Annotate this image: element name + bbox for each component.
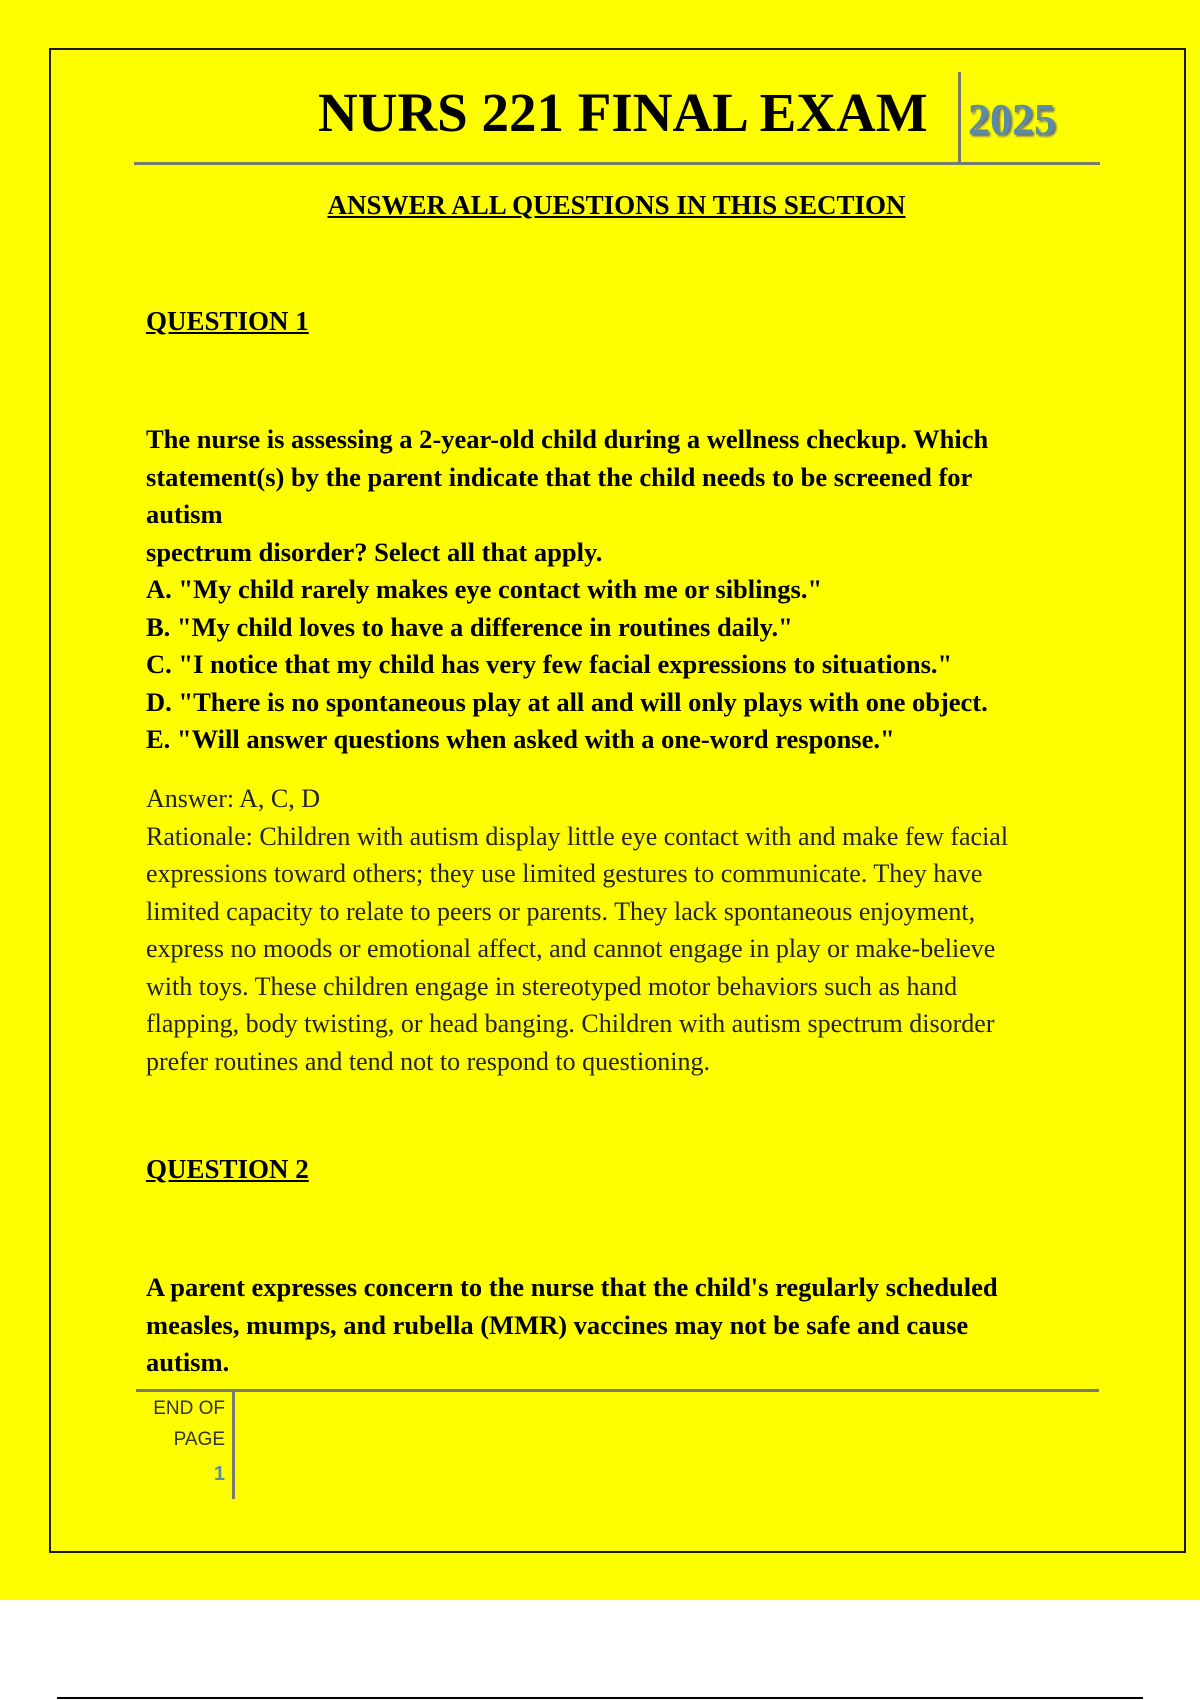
question-1-option-d: D. "There is no spontaneous play at all and will only plays with one object. <box>146 686 988 717</box>
question-1-stem-line: autism <box>146 499 223 529</box>
rationale-line: limited capacity to relate to peers or parents. They lack spontaneous enjoyment, <box>146 896 976 926</box>
rationale-line: expressions toward others; they use limited gestures to communicate. They have <box>146 859 983 888</box>
question-2-stem-line: A parent expresses concern to the nurse that the child's regularly scheduled <box>146 1272 998 1302</box>
question-2-stem <box>146 1269 1096 1382</box>
rationale-line: Rationale: Children with autism display little eye contact with and make few facial <box>146 821 1009 851</box>
footer-label-line: END OF <box>153 1398 225 1419</box>
rationale-line: flapping, body twisting, or head banging. Children with autism spectrum disorder <box>146 1009 995 1038</box>
question-1-stem-line: spectrum disorder? Select all that apply. <box>146 536 603 567</box>
question-1-heading: QUESTION 1 <box>146 306 309 336</box>
question-1-stem-line: The nurse is assessing a 2-year-old child during a wellness checkup. Which <box>146 424 989 454</box>
header-divider <box>134 162 1100 165</box>
question-1-option-c: C. "I notice that my child has very few facial expressions to situations." <box>146 649 953 679</box>
question-1-answer-block <box>146 780 1096 1080</box>
question-2-stem-line: measles, mumps, and rubella (MMR) vaccines may not be safe and cause <box>146 1309 969 1340</box>
question-1-stem-line: statement(s) by the parent indicate that the child needs to be screened for <box>146 461 973 492</box>
exam-title: NURS 221 FINAL EXAM <box>318 82 928 143</box>
exam-year: 2025 <box>968 95 1056 144</box>
header-divider-vertical <box>958 72 961 162</box>
question-1-option-a: A. "My child rarely makes eye contact with me or siblings." <box>146 574 823 604</box>
page-number: 1 <box>213 1463 225 1485</box>
rationale-line: prefer routines and tend not to respond to questioning. <box>146 1046 710 1076</box>
question-1-option-e: E. "Will answer questions when asked with a one-word response." <box>146 724 895 754</box>
question-2-heading: QUESTION 2 <box>146 1154 309 1184</box>
bottom-rule <box>57 1697 1143 1699</box>
question-1-option-b: B. "My child loves to have a difference in routines daily." <box>146 611 793 642</box>
section-heading: ANSWER ALL QUESTIONS IN THIS SECTION <box>327 190 906 220</box>
question-1-stem <box>146 421 1096 759</box>
question-1-answer: Answer: A, C, D <box>146 784 321 813</box>
footer-divider-vertical <box>232 1391 235 1499</box>
footer-label-line: PAGE <box>173 1429 225 1450</box>
question-2-stem-line: autism. <box>146 1347 230 1377</box>
rationale-line: express no moods or emotional affect, and cannot engage in play or make-believe <box>146 934 996 963</box>
footer-label <box>120 1393 225 1455</box>
footer-divider <box>136 1389 1099 1392</box>
rationale-line: with toys. These children engage in stereotyped motor behaviors such as hand <box>146 971 958 1001</box>
